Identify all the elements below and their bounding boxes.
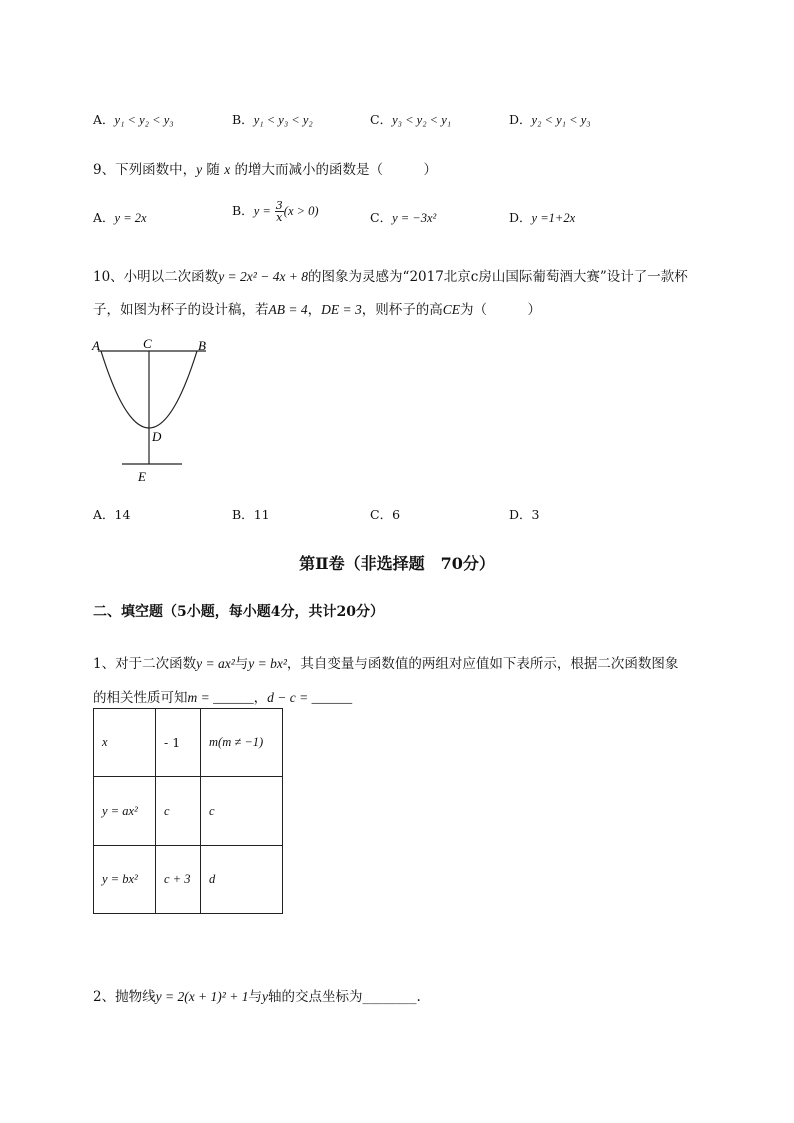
q9-stem — [93, 158, 437, 178]
q10-option-b — [232, 505, 270, 523]
q10-stem-line1 — [93, 265, 688, 285]
q8-option-c — [370, 110, 451, 128]
option-value: 3 — [531, 507, 540, 522]
option-expr: y₂ < y₁ < y₃ — [531, 113, 591, 127]
option-expr: y = 2x — [114, 211, 147, 225]
f2-prefix: 2、抛物线 — [93, 989, 156, 1005]
option-letter: B． — [232, 112, 254, 127]
table-cell: c — [201, 777, 283, 846]
option-letter: D． — [509, 507, 532, 522]
q10-ce: CE — [442, 302, 460, 317]
q8-option-a — [93, 110, 174, 128]
table-cell: c + 3 — [156, 846, 201, 914]
f1-line1-prefix: 1、对于二次函数 — [93, 656, 197, 672]
f1-formula-a: y = ax² — [196, 656, 235, 671]
f1-stem-line1 — [93, 652, 678, 672]
fraction-numerator: 3 — [275, 199, 283, 212]
q9-var-y: y — [196, 162, 203, 177]
q9-option-b — [232, 200, 319, 223]
q10-option-d — [509, 505, 539, 523]
q9-stem-mid: 随 — [202, 162, 225, 178]
label-a: A — [92, 338, 100, 353]
blank-d-minus-c: d − c = ______ — [267, 690, 353, 705]
option-letter: B． — [232, 203, 254, 218]
q10-option-c — [370, 505, 400, 523]
option-expr-right: (x > 0) — [283, 204, 319, 218]
fraction-denominator: x — [276, 211, 283, 224]
table-cell: c — [156, 777, 201, 846]
f1-line2-prefix: 的相关性质可知 — [93, 690, 188, 706]
option-letter: D． — [509, 112, 532, 127]
f1-stem-line2 — [93, 686, 352, 706]
q10-sep: ， — [307, 302, 322, 318]
option-expr: y = −3x² — [392, 211, 437, 225]
q10-line2-prefix: 子，如图为杯子的设计稿，若 — [93, 302, 269, 318]
q10-ab: AB = 4 — [268, 302, 308, 317]
q8-option-b — [232, 110, 313, 128]
option-value: 14 — [114, 507, 131, 522]
table-cell: m(m ≠ −1) — [201, 709, 283, 777]
option-expr-left: y = — [253, 204, 271, 218]
f2-formula: y = 2(x + 1)² + 1 — [155, 989, 249, 1004]
option-expr: y₃ < y₂ < y₁ — [392, 113, 452, 127]
q10-formula: y = 2x² − 4x + 8 — [218, 269, 309, 284]
f2-suffix: 轴的交点坐标为________. — [267, 989, 421, 1005]
option-letter: C． — [370, 507, 393, 522]
cup-figure — [85, 333, 225, 488]
part2-title: 第Ⅱ卷（非选择题 70分） — [299, 554, 495, 573]
f2-axis: y — [261, 989, 268, 1004]
option-letter: C． — [370, 112, 393, 127]
f1-comma: ， — [253, 690, 268, 706]
q9-stem-prefix: 9、下列函数中， — [93, 162, 197, 178]
table-row — [94, 777, 283, 846]
f1-formula-b: y = bx² — [248, 656, 287, 671]
table-cell: y = ax² — [94, 777, 156, 846]
q10-option-a — [93, 505, 130, 523]
option-letter: A． — [93, 507, 115, 522]
option-expr: y =1+2x — [531, 211, 576, 225]
q10-line1-suffix: 的图象为灵感为“2017北京c房山国际葡萄酒大赛”设计了一款杯 — [308, 269, 688, 285]
option-expr: y₁ < y₃ < y₂ — [253, 113, 313, 127]
label-e: E — [138, 469, 146, 484]
q8-option-d — [509, 110, 591, 128]
q10-stem-line2 — [93, 298, 541, 318]
q9-var-x: x — [224, 162, 231, 177]
table-cell: d — [201, 846, 283, 914]
option-value: 11 — [253, 507, 270, 522]
label-b: B — [198, 338, 206, 353]
f1-line1-suffix: ，其自变量与函数值的两组对应值如下表所示，根据二次函数图象 — [286, 656, 679, 672]
option-value: 6 — [392, 507, 401, 522]
option-letter: D． — [509, 210, 532, 225]
q9-option-d — [509, 208, 575, 226]
q9-option-a — [93, 208, 147, 226]
section-heading: 二、填空题（5小题，每小题4分，共计20分） — [93, 604, 384, 620]
option-letter: A． — [93, 112, 115, 127]
q10-line2-suffix1: ，则杯子的高 — [361, 302, 443, 318]
f1-mid: 与 — [234, 656, 249, 672]
fraction — [275, 200, 284, 223]
f2-mid: 与 — [248, 989, 262, 1005]
table-cell: x — [94, 709, 156, 777]
option-letter: C． — [370, 210, 393, 225]
q10-line2-suffix2: 为（ ） — [459, 302, 541, 318]
f2-stem — [93, 985, 421, 1005]
option-letter: A． — [93, 210, 115, 225]
table-cell: - 1 — [156, 709, 201, 777]
label-d: D — [152, 429, 162, 444]
q10-de: DE = 3 — [321, 302, 362, 317]
option-letter: B． — [232, 507, 254, 522]
table-row — [94, 846, 283, 914]
label-c: C — [143, 336, 152, 351]
q9-stem-suffix: 的增大而减小的函数是（ ） — [230, 162, 437, 178]
q9-option-c — [370, 208, 436, 226]
q10-line1-prefix: 10、小明以二次函数 — [93, 269, 219, 285]
table-row — [94, 709, 283, 777]
option-expr: y₁ < y₂ < y₃ — [114, 113, 174, 127]
blank-m: m = ______ — [187, 690, 254, 705]
value-table — [93, 708, 283, 914]
table-cell: y = bx² — [94, 846, 156, 914]
